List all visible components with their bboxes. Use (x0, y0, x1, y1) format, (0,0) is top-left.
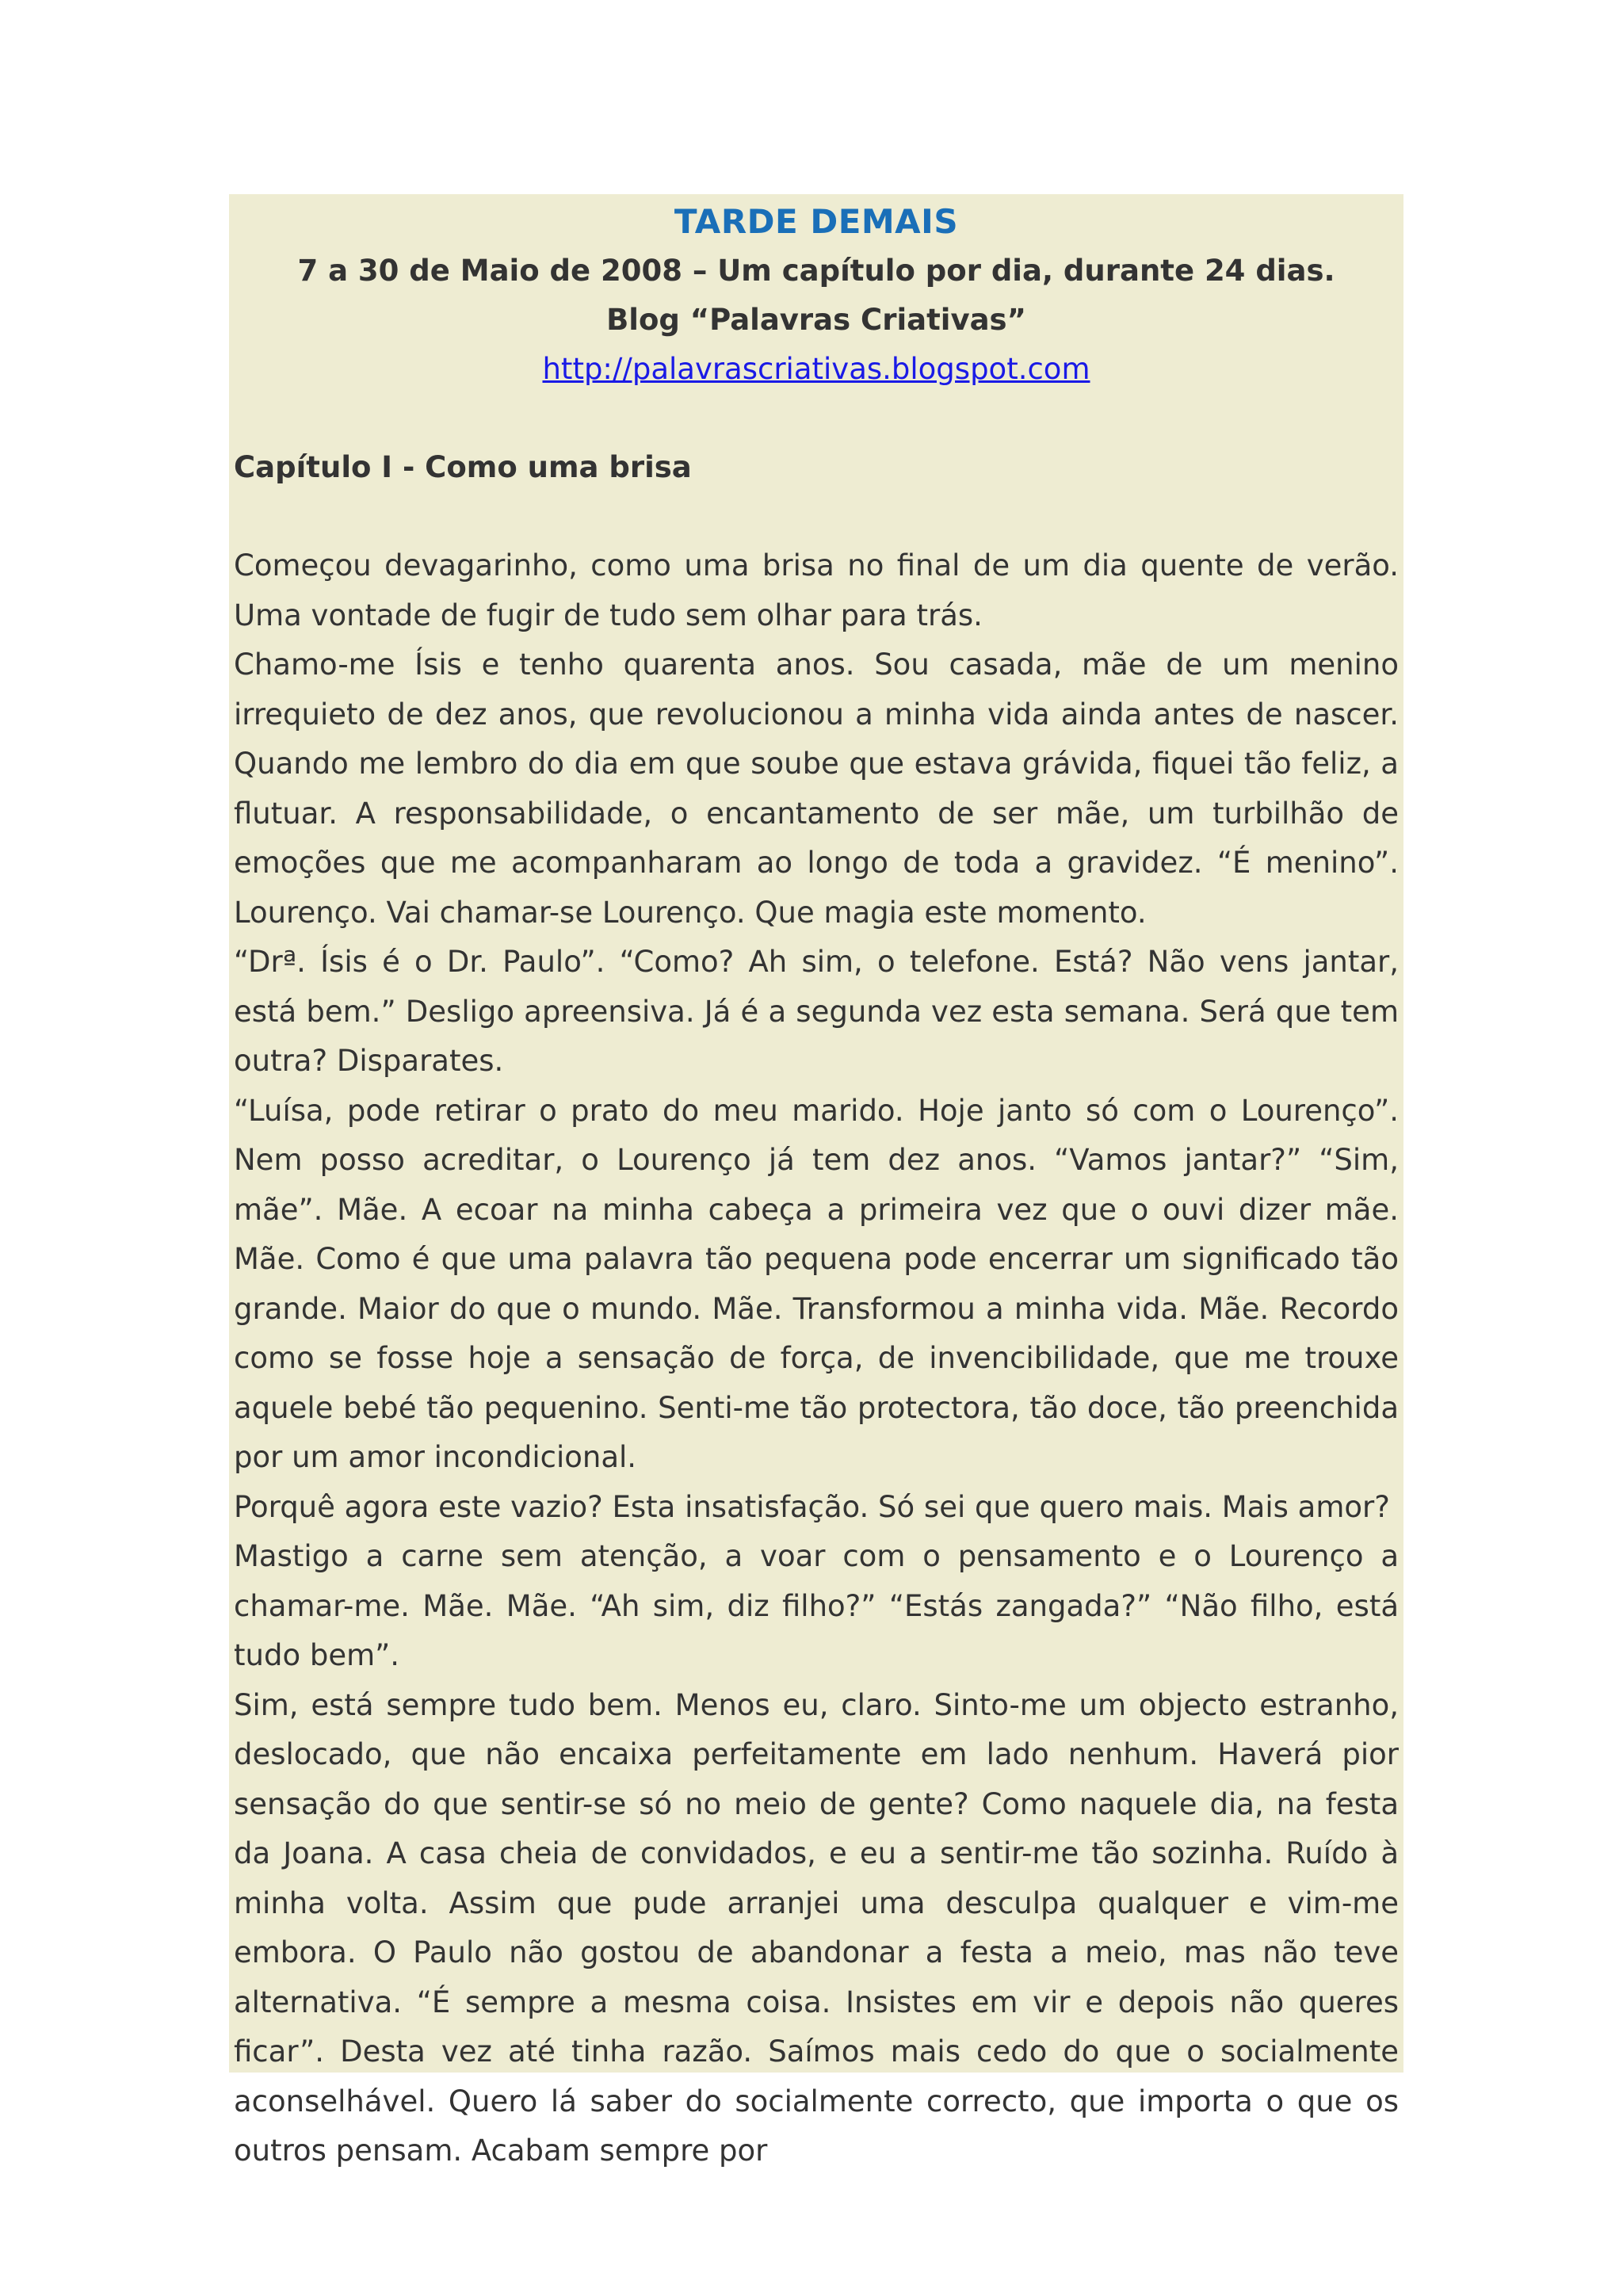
document-subtitle: 7 a 30 de Maio de 2008 – Um capítulo por dia, durante 24 dias. (297, 254, 1335, 288)
paragraph: “Drª. Ísis é o Dr. Paulo”. “Como? Ah sim, o telefone. Está? Não vens jantar, está bem.” Desligo apreensiva. Já é a segunda vez esta semana. Será que tem outra? Disparates. (234, 945, 1399, 1078)
paragraph: Sim, está sempre tudo bem. Menos eu, claro. Sinto-me um objecto estranho, deslocado, que não encaixa perfeitamente em lado nenhum. Haverá pior sensação do que sentir-se só no meio de gente? Como naquele dia, na festa da Joana. A casa cheia de convidados, e eu a sentir-me tão sozinha. Ruído à minha volta. Assim que pude arranjei uma desculpa qualquer e vim-me embora. O Paulo não gostou de abandonar a festa a meio, mas não teve alternativa. “É sempre a mesma coisa. Insistes em vir e depois não queres ficar”. Desta vez até tinha razão. Saímos mais cedo do que o socialmente aconselhável. Quero lá saber do socialmente correcto, que importa o que os outros pensam. Acabam sempre por (234, 1687, 1399, 2168)
blog-name: Blog “Palavras Criativas” (606, 303, 1026, 337)
chapter-heading: Capítulo I - Como uma brisa (234, 450, 692, 484)
document-title: TARDE DEMAIS (674, 202, 959, 241)
paragraph: Mastigo a carne sem atenção, a voar com o pensamento e o Lourenço a chamar-me. Mãe. Mãe. “Ah sim, diz filho?” “Estás zangada?” “Não filho, está tudo bem”. (234, 1539, 1399, 1672)
blog-link[interactable]: http://palavrascriativas.blogspot.com (542, 352, 1090, 386)
document-page (229, 194, 1403, 2168)
document-header (234, 194, 1399, 394)
chapter-body (234, 541, 1399, 2176)
paragraph: “Luísa, pode retirar o prato do meu marido. Hoje janto só com o Lourenço”. Nem posso acreditar, o Lourenço já tem dez anos. “Vamos jantar?” “Sim, mãe”. Mãe. A ecoar na minha cabeça a primeira vez que o ouvi dizer mãe. Mãe. Como é que uma palavra tão pequena pode encerrar um significado tão grande. Maior do que o mundo. Mãe. Transformou a minha vida. Mãe. Recordo como se fosse hoje a sensação de força, de invencibilidade, que me trouxe aquele bebé tão pequenino. Senti-me tão protectora, tão doce, tão preenchida por um amor incondicional. (234, 1093, 1399, 1474)
paragraph: Chamo-me Ísis e tenho quarenta anos. Sou casada, mãe de um menino irrequieto de dez anos, que revolucionou a minha vida ainda antes de nascer. Quando me lembro do dia em que soube que estava grávida, fiquei tão feliz, a flutuar. A responsabilidade, o encantamento de ser mãe, um turbilhão de emoções que me acompanharam ao longo de toda a gravidez. “É menino”. Lourenço. Vai chamar-se Lourenço. Que magia este momento. (234, 648, 1399, 930)
blog-url (234, 345, 1399, 394)
paragraph: Porquê agora este vazio? Esta insatisfação. Só sei que quero mais. Mais amor? (234, 1489, 1390, 1524)
paragraph: Começou devagarinho, como uma brisa no final de um dia quente de verão. Uma vontade de fugir de tudo sem olhar para trás. (234, 548, 1399, 632)
